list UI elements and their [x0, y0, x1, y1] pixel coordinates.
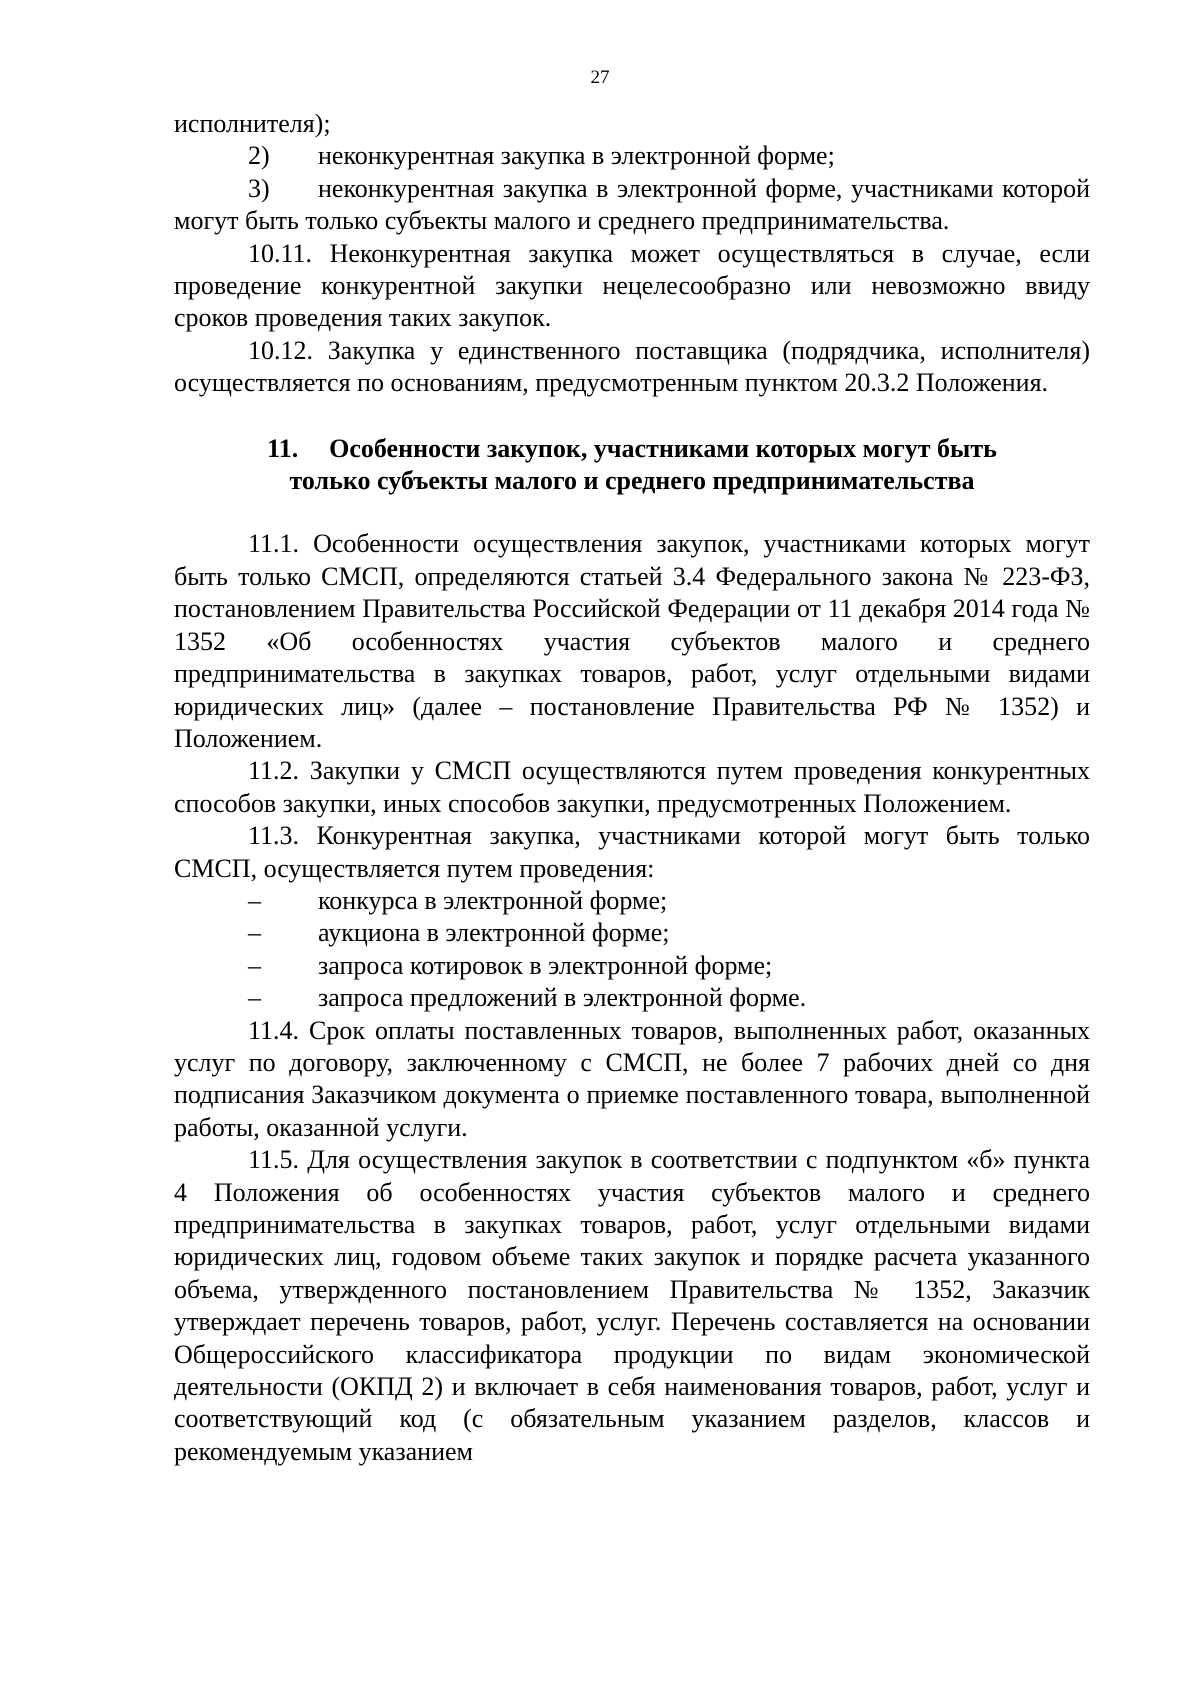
paragraph-11-1: 11.1. Особенности осуществления закупок, участниками которых могут быть только СМСП, определяются статьей 3.4 Федерального закона № 223-ФЗ, постановлением Правительства Российской Федерации от 11 декабря 2014 года № 1352 «Об особенностях участия субъектов малого и среднего предпринимательства в закупках товаров, работ, услуг отдельными видами юридических лиц» (далее – постановление Правительства РФ № 1352) и Положением. — [174, 529, 1090, 753]
list-item-text: неконкурентная закупка в электронной форме, участниками которой могут быть только субъекты малого и среднего предпринимательства. — [174, 173, 1090, 236]
list-item-2 — [174, 140, 1090, 172]
paragraph-11-3: 11.3. Конкурентная закупка, участниками которой могут быть только СМСП, осуществляется путем проведения: — [174, 821, 1090, 883]
section-number: 11. — [267, 433, 299, 463]
page-content — [174, 108, 1090, 1468]
paragraph-10-12: 10.12. Закупка у единственного поставщика (подрядчика, исполнителя) осуществляется по основаниям, предусмотренным пунктом 20.3.2 Положения. — [174, 335, 1090, 398]
list-item-text: аукциона в электронной форме; — [318, 918, 670, 948]
list-item-number: 2) — [248, 141, 270, 171]
dash-bullet: – — [248, 950, 261, 980]
section-title-line-2: только субъекты малого и среднего предпринимательства — [289, 466, 975, 496]
dash-bullet: – — [248, 918, 261, 948]
list-item-3 — [174, 173, 1090, 238]
paragraph-11-4: 11.4. Срок оплаты поставленных товаров, выполненных работ, оказанных услуг по договору, заключенному с СМСП, не более 7 рабочих дней со дня подписания Заказчиком документа о приемке поставленного товара, выполненной работы, оказанной услуги. — [174, 1015, 1090, 1142]
list-item — [174, 982, 1090, 1014]
list-item — [174, 885, 1090, 917]
dash-bullet: – — [248, 983, 261, 1013]
list-item — [174, 950, 1090, 982]
paragraph-11-5: 11.5. Для осуществления закупок в соответствии с подпунктом «б» пункта 4 Положения об особенностях участия субъектов малого и среднего предпринимательства в закупках товаров, работ, услуг отдельными видами юридических лиц, годовом объеме таких закупок и порядке расчета указанного объема, утвержденного постановлением Правительства № 1352, Заказчик утверждает перечень товаров, работ, услуг. Перечень составляется на основании Общероссийского классификатора продукции по видам экономической деятельности (ОКПД 2) и включает в себя наименования товаров, работ, услуг и соответствующий код (с обязательным указанием разделов, классов и рекомендуемым указанием — [174, 1145, 1090, 1466]
section-heading — [174, 433, 1090, 498]
list-item-text: неконкурентная закупка в электронной форме; — [318, 141, 835, 171]
section-title-line-1: Особенности закупок, участниками которых могут быть — [329, 433, 997, 463]
paragraph-continuation: исполнителя); — [174, 109, 331, 138]
list-item-text: запроса предложений в электронной форме. — [318, 983, 807, 1013]
dash-bullet: – — [248, 885, 261, 915]
list-item — [174, 917, 1090, 949]
list-item-number: 3) — [248, 173, 270, 203]
paragraph-10-11: 10.11. Неконкурентная закупка может осуществляться в случае, если проведение конкурентной закупки нецелесообразно или невозможно ввиду сроков проведения таких закупок. — [174, 238, 1090, 333]
paragraph-11-2: 11.2. Закупки у СМСП осуществляются путем проведения конкурентных способов закупки, иных способов закупки, предусмотренных Положением. — [174, 756, 1090, 818]
page-number: 27 — [590, 67, 610, 88]
list-item-text: конкурса в электронной форме; — [318, 885, 668, 915]
list-item-text: запроса котировок в электронной форме; — [318, 950, 773, 980]
